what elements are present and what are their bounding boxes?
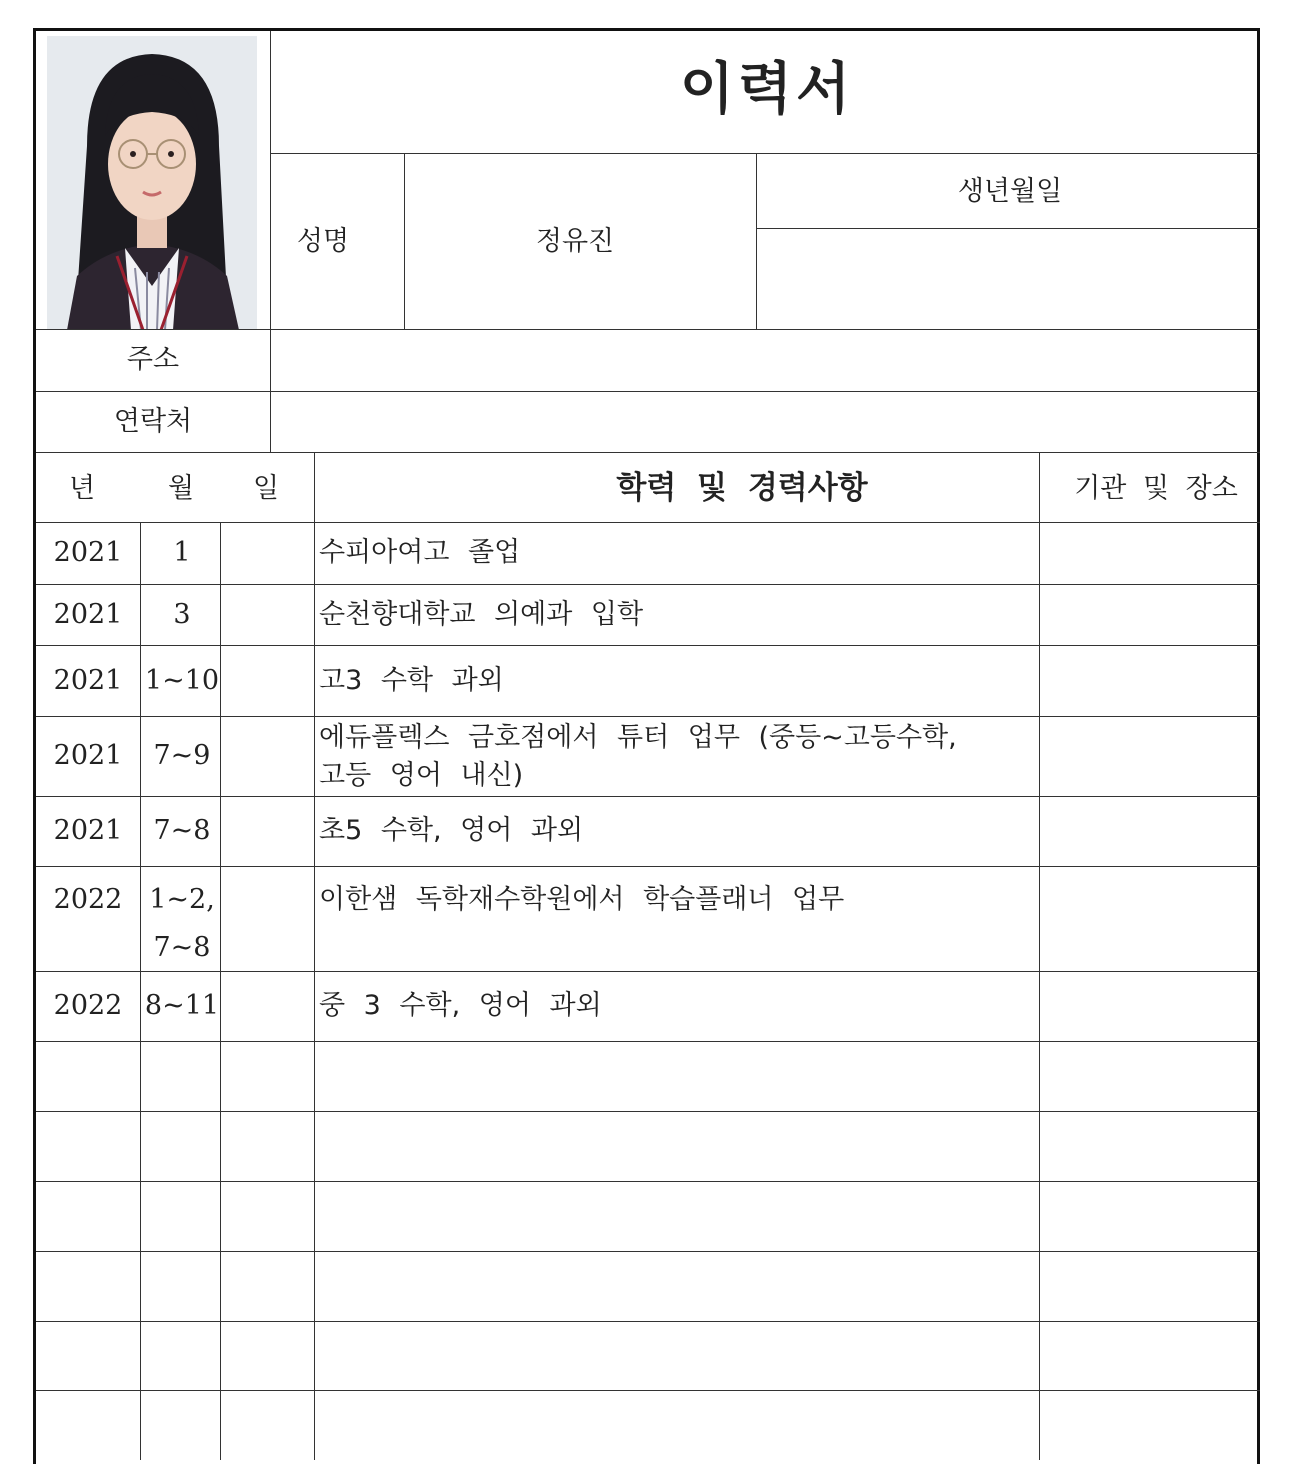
cell-year: 2021 <box>53 598 123 630</box>
row-line <box>36 1181 1260 1182</box>
col-divider-history <box>314 452 315 1460</box>
cell-month: 8~11 <box>144 990 220 1021</box>
contact-top-line <box>36 391 1260 392</box>
name-divider <box>404 153 405 330</box>
cell-history: 에듀플렉스 금호점에서 튜터 업무 (중등~고등수학, <box>319 722 957 753</box>
header-place: 기관 및 장소 <box>1074 473 1238 504</box>
row-line <box>36 1111 1260 1112</box>
header-month: 월 <box>167 473 195 504</box>
name-value: 정유진 <box>535 226 615 257</box>
row-line <box>36 971 1260 972</box>
contact-label: 연락처 <box>113 406 193 437</box>
address-top-line <box>36 329 1260 330</box>
cell-month: 1 <box>173 537 191 568</box>
name-label: 성명 <box>296 226 350 257</box>
photo-divider <box>270 31 271 453</box>
col-divider-day <box>220 522 221 1460</box>
col-divider-place <box>1039 452 1040 1460</box>
cell-history: 이한샘 독학재수학원에서 학습플래너 업무 <box>319 884 845 915</box>
title-divider <box>270 153 1260 154</box>
row-line <box>36 716 1260 717</box>
cell-year: 2021 <box>53 740 123 771</box>
row-line <box>36 1321 1260 1322</box>
table-top-line <box>36 452 1260 453</box>
cell-year: 2022 <box>53 884 123 915</box>
row-line <box>36 1390 1260 1391</box>
cell-month: 7~9 <box>153 740 211 771</box>
row-line <box>36 866 1260 867</box>
header-year: 년 <box>68 473 96 504</box>
page-title: 이력서 <box>679 57 855 122</box>
birth-sub-divider <box>756 228 1260 229</box>
row-line <box>36 1251 1260 1252</box>
row-line <box>36 1041 1260 1042</box>
birth-label: 생년월일 <box>957 176 1063 207</box>
applicant-photo <box>47 36 257 330</box>
row-line <box>36 796 1260 797</box>
cell-year: 2021 <box>53 537 123 568</box>
cell-history: 수피아여고 졸업 <box>319 537 521 568</box>
col-divider-month <box>140 522 141 1460</box>
row-line <box>36 645 1260 646</box>
cell-history: 중 3 수학, 영어 과외 <box>319 990 602 1021</box>
cell-month: 1~10 <box>144 664 220 696</box>
cell-history: 초5 수학, 영어 과외 <box>319 815 584 846</box>
header-day: 일 <box>252 473 280 504</box>
row-line <box>36 584 1260 585</box>
cell-month: 1~2, <box>149 884 215 915</box>
cell-year: 2021 <box>53 664 123 696</box>
cell-month: 3 <box>173 598 191 630</box>
cell-history-line2: 고등 영어 내신) <box>319 760 524 791</box>
cell-month: 7~8 <box>153 815 211 846</box>
cell-year: 2021 <box>53 815 123 846</box>
cell-month-line2: 7~8 <box>153 932 211 963</box>
cell-history: 순천향대학교 의예과 입학 <box>319 598 644 630</box>
address-label: 주소 <box>126 344 180 375</box>
header-history: 학력 및 경력사항 <box>616 470 868 506</box>
cell-year: 2022 <box>53 990 123 1021</box>
birth-divider <box>756 153 757 330</box>
cell-history: 고3 수학 과외 <box>319 664 504 696</box>
